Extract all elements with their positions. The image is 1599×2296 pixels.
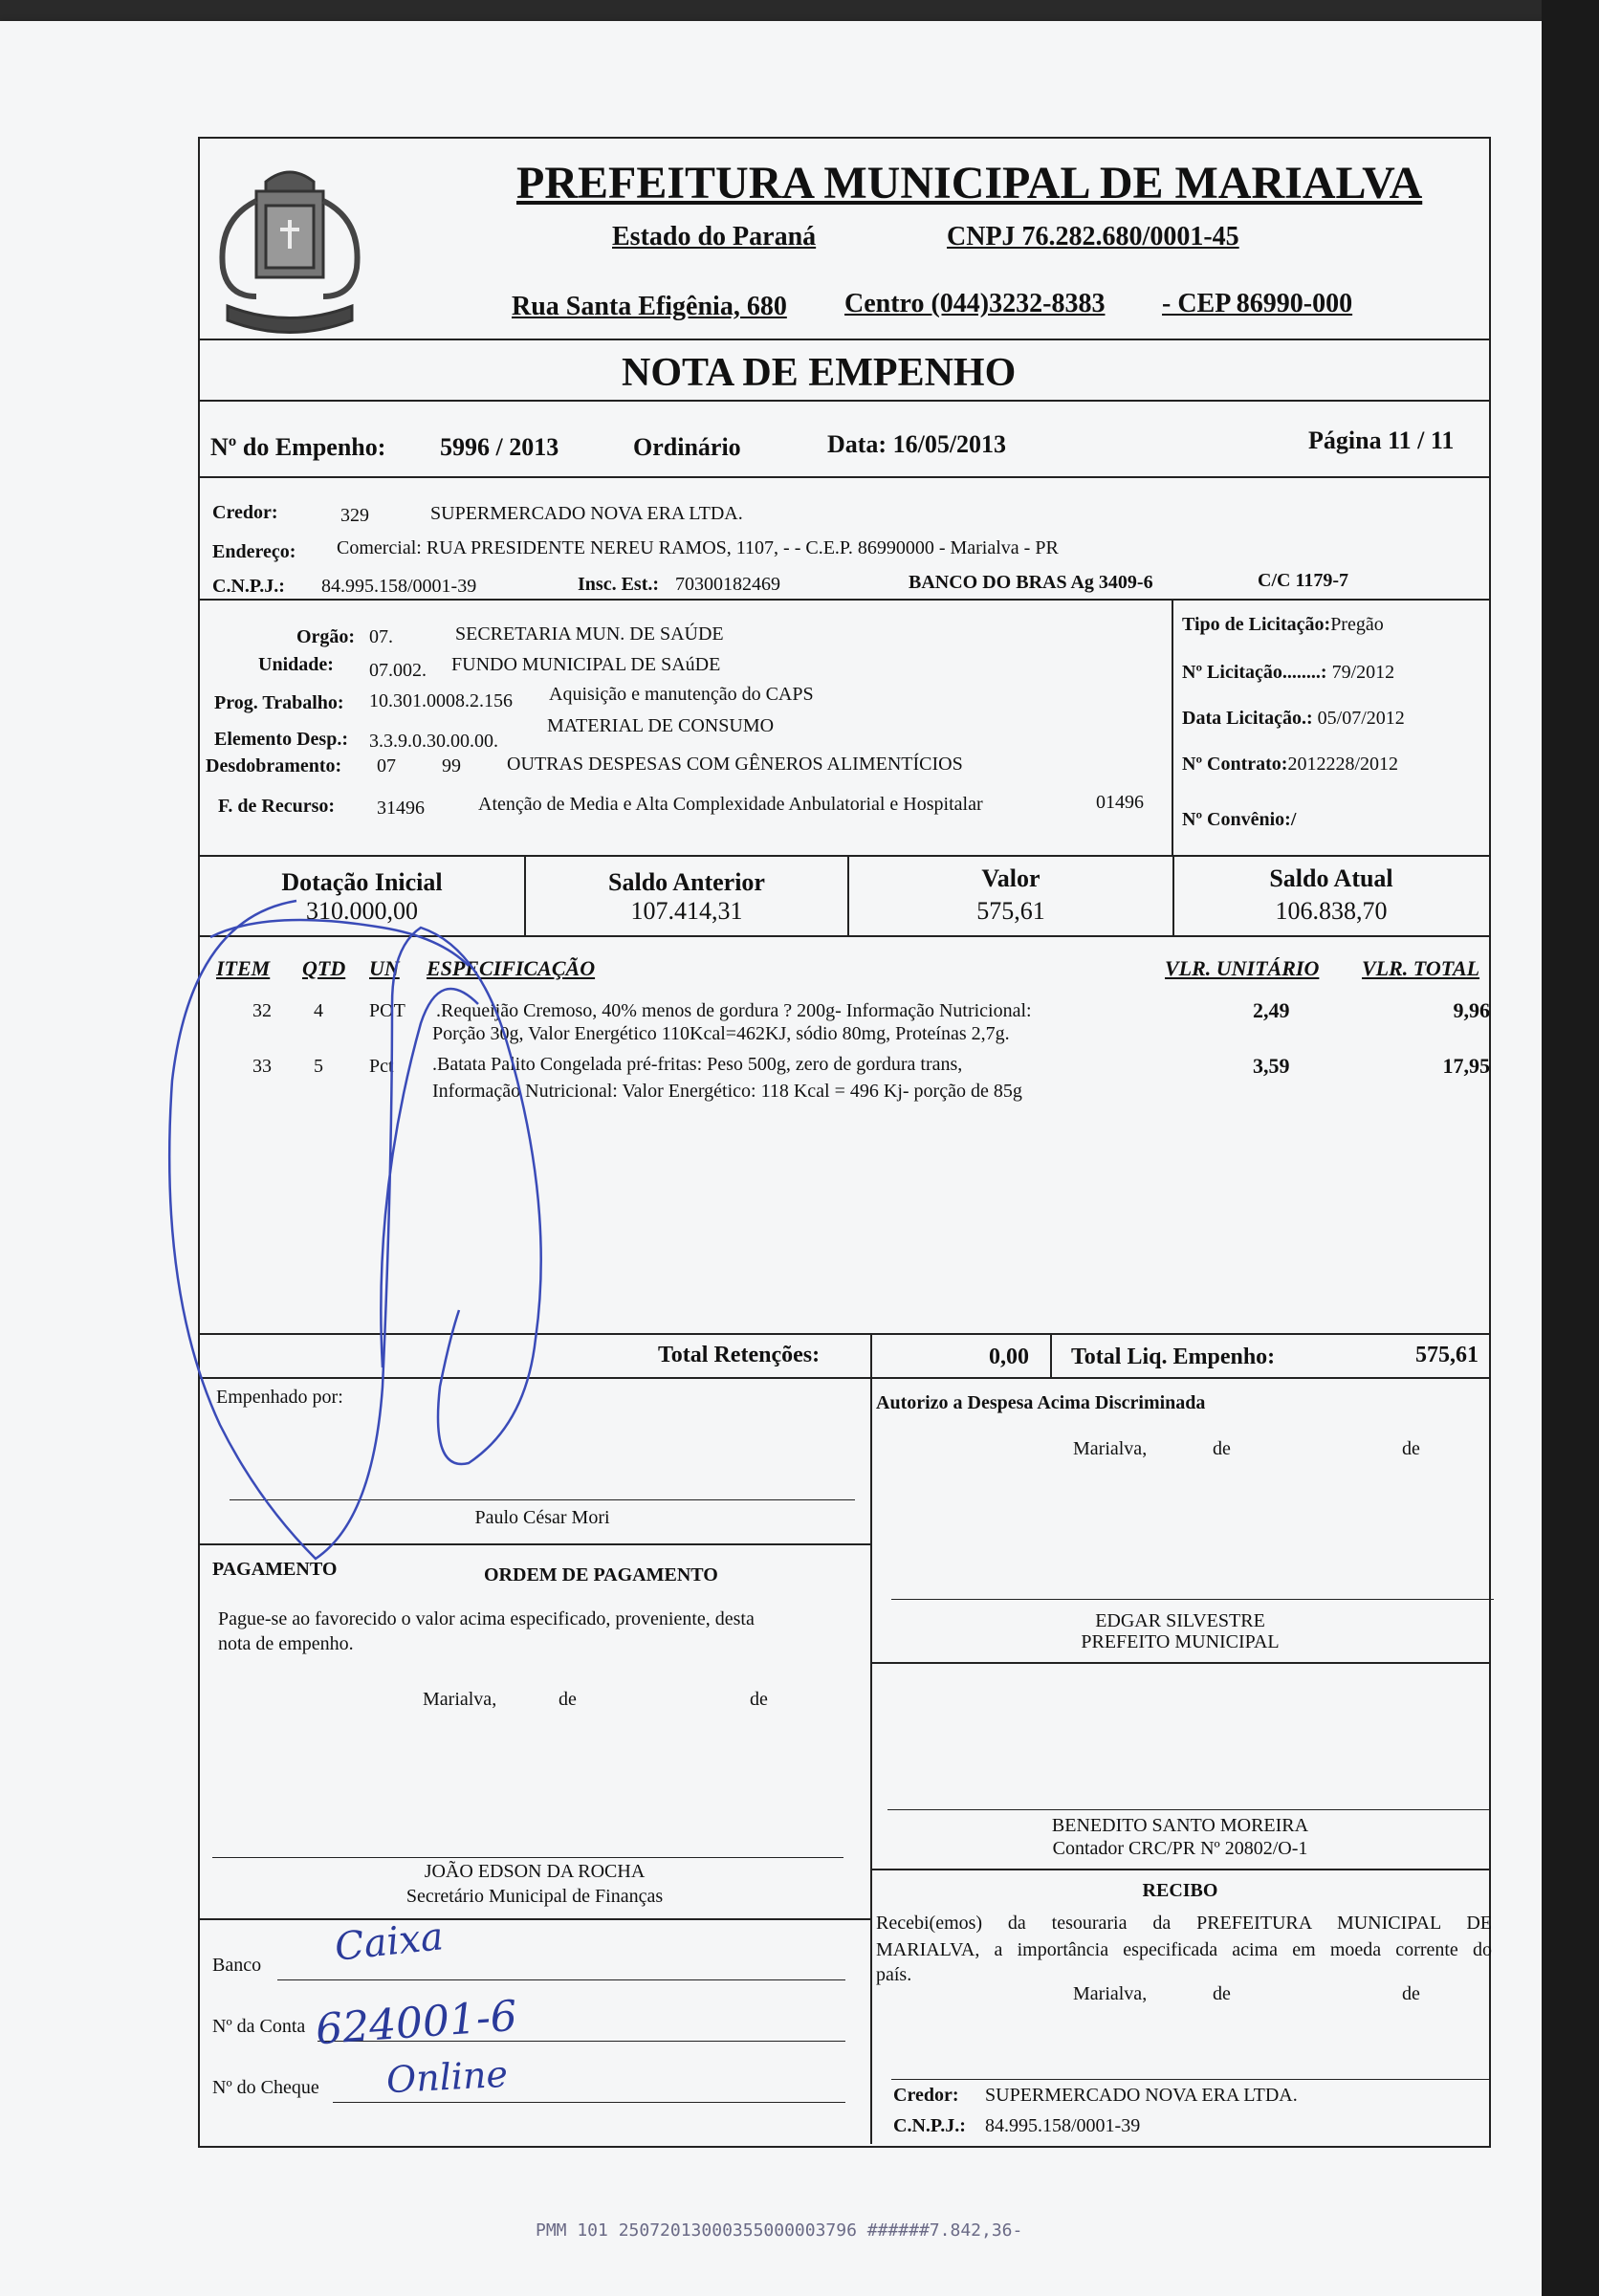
credor-addr: Comercial: RUA PRESIDENTE NEREU RAMOS, 1107, - - C.E.P. 86990000 - Marialva - PR xyxy=(337,537,1059,558)
empenho-date: Data: 16/05/2013 xyxy=(827,430,1007,458)
secretario-name: JOÃO EDSON DA ROCHA xyxy=(424,1861,646,1882)
convenio: Nº Convênio:/ xyxy=(1182,809,1297,830)
recibo-title: RECIBO xyxy=(1142,1880,1218,1901)
recibo-de: de xyxy=(1213,1983,1231,2004)
saldo-anterior-value: 107.414,31 xyxy=(630,897,743,925)
credor-code: 329 xyxy=(340,505,369,526)
recibo-credor-label: Credor: xyxy=(893,2085,959,2106)
contrato-label: Nº Contrato: xyxy=(1182,754,1288,775)
credor-cnpj-label: C.N.P.J.: xyxy=(212,576,285,597)
conta-handwritten: 624001-6 xyxy=(314,1991,519,2055)
table-row-total: 9,96 xyxy=(1453,998,1490,1022)
recurso-code2: 01496 xyxy=(1096,792,1144,813)
table-row-qtd: 4 xyxy=(314,1000,323,1021)
elem-name: MATERIAL DE CONSUMO xyxy=(547,715,775,736)
autorizo-de: de xyxy=(1213,1438,1231,1459)
secretario-role: Secretário Municipal de Finanças xyxy=(405,1886,664,1907)
table-row-item: 32 xyxy=(252,1000,272,1021)
header-address: Rua Santa Efigênia, 680 xyxy=(512,292,787,321)
unidade-label: Unidade: xyxy=(258,654,334,675)
bank-cc: C/C 1179-7 xyxy=(1258,570,1348,591)
empenhado-label: Empenhado por: xyxy=(216,1387,343,1408)
banco-handwritten: Caixa xyxy=(332,1914,446,1970)
table-row-unit: 2,49 xyxy=(1253,998,1290,1022)
unidade-code: 07.002. xyxy=(369,660,427,681)
licitacao-data: 05/07/2012 xyxy=(1317,708,1405,729)
table-row-unit: 3,59 xyxy=(1253,1054,1290,1078)
pagamento-place: Marialva, xyxy=(423,1689,497,1710)
bank-agency: BANCO DO BRAS Ag 3409-6 xyxy=(909,572,1153,593)
table-row-qtd: 5 xyxy=(314,1056,323,1077)
cheque-label: Nº do Cheque xyxy=(212,2077,319,2098)
dotacao-inicial-label: Dotação Inicial xyxy=(281,868,443,896)
table-row-desc1: .Requeijão Cremoso, 40% menos de gordura ? 200g- Informação Nutricional: xyxy=(436,1000,1032,1021)
total-liq-value: 575,61 xyxy=(1415,1343,1479,1367)
recurso-name: Atenção de Media e Alta Complexidade Anbulatorial e Hospitalar xyxy=(478,794,983,815)
conta-label: Nº da Conta xyxy=(212,2016,306,2037)
table-row-total: 17,95 xyxy=(1442,1054,1490,1078)
desd-sub: 99 xyxy=(442,755,461,776)
licitacao-num-label: Nº Licitação........: xyxy=(1182,662,1327,683)
recibo-credor-name: SUPERMERCADO NOVA ERA LTDA. xyxy=(985,2085,1298,2106)
saldo-anterior-label: Saldo Anterior xyxy=(608,868,765,896)
empenhado-name: Paulo César Mori xyxy=(474,1507,610,1528)
valor-value: 575,61 xyxy=(976,897,1045,925)
table-row-un: POT xyxy=(369,1000,405,1021)
pagamento-de2: de xyxy=(750,1689,768,1710)
recibo-line2: MARIALVA, a importância especificada acima em moeda corrente do xyxy=(876,1939,1492,1960)
autorizo-label: Autorizo a Despesa Acima Discriminada xyxy=(876,1392,1206,1413)
col-espec: ESPECIFICAÇÃO xyxy=(427,956,596,980)
table-row-item: 33 xyxy=(252,1056,272,1077)
recibo-cnpj-label: C.N.P.J.: xyxy=(893,2115,966,2136)
col-un: UN xyxy=(369,956,400,980)
desd-code: 07 xyxy=(377,755,396,776)
recibo-line1: Recebi(emos) da tesouraria da PREFEITURA MUNICIPAL DE xyxy=(876,1913,1492,1934)
contrato-value: 2012228/2012 xyxy=(1287,754,1399,775)
orgao-code: 07. xyxy=(369,626,393,647)
header-phone: Centro (044)3232-8383 xyxy=(844,289,1106,318)
empenho-num: 5996 / 2013 xyxy=(440,433,559,461)
unidade-name: FUNDO MUNICIPAL DE SAúDE xyxy=(451,654,721,675)
insc-label: Insc. Est.: xyxy=(578,574,660,595)
desd-label: Desdobramento: xyxy=(206,755,342,776)
desd-name: OUTRAS DESPESAS COM GÊNEROS ALIMENTÍCIOS xyxy=(507,754,963,775)
recibo-place: Marialva, xyxy=(1073,1983,1148,2004)
pen-scribble-icon xyxy=(153,889,650,1616)
pagamento-label: PAGAMENTO xyxy=(212,1559,338,1580)
banco-label: Banco xyxy=(212,1955,262,1976)
table-row-desc2: Porção 30g, Valor Energético 110Kcal=462KJ, sódio 80mg, Proteínas 2,7g. xyxy=(432,1023,1010,1044)
total-liq-label: Total Liq. Empenho: xyxy=(1071,1345,1276,1369)
recibo-cnpj: 84.995.158/0001-39 xyxy=(985,2115,1141,2136)
empenho-page: Página 11 / 11 xyxy=(1308,426,1455,454)
prefeito-name: EDGAR SILVESTRE xyxy=(1095,1610,1265,1631)
credor-cnpj: 84.995.158/0001-39 xyxy=(321,576,477,597)
empenho-type: Ordinário xyxy=(633,433,741,461)
table-row-un: Pct xyxy=(369,1056,394,1077)
dotacao-inicial-value: 310.000,00 xyxy=(306,897,418,925)
tipo-licitacao: Pregão xyxy=(1330,614,1384,635)
header-title: PREFEITURA MUNICIPAL DE MARIALVA xyxy=(516,158,1423,208)
total-retencoes-label: Total Retenções: xyxy=(658,1343,821,1367)
doc-title: NOTA DE EMPENHO xyxy=(622,351,1017,395)
credor-name: SUPERMERCADO NOVA ERA LTDA. xyxy=(430,503,743,524)
contador-name: BENEDITO SANTO MOREIRA xyxy=(1051,1815,1309,1836)
autorizo-place: Marialva, xyxy=(1073,1438,1148,1459)
elem-code: 3.3.9.0.30.00.00. xyxy=(369,731,498,752)
prefeito-role: PREFEITO MUNICIPAL xyxy=(1081,1631,1280,1652)
pagamento-de: de xyxy=(559,1689,577,1710)
elem-label: Elemento Desp.: xyxy=(214,729,348,750)
col-unit: VLR. UNITÁRIO xyxy=(1165,956,1320,980)
col-qtd: QTD xyxy=(302,956,346,980)
saldo-atual-label: Saldo Atual xyxy=(1269,864,1393,892)
prog-code: 10.301.0008.2.156 xyxy=(369,690,513,711)
valor-label: Valor xyxy=(981,864,1040,892)
table-row-desc2: Informação Nutricional: Valor Energético: 118 Kcal = 496 Kj- porção de 85g xyxy=(432,1081,1022,1102)
recurso-code: 31496 xyxy=(377,798,425,819)
table-row-desc1: .Batata Palito Congelada pré-fritas: Peso 500g, zero de gordura trans, xyxy=(432,1054,963,1075)
credor-addr-label: Endereço: xyxy=(212,541,296,562)
prog-name: Aquisição e manutenção do CAPS xyxy=(549,684,814,705)
header-cep: - CEP 86990-000 xyxy=(1162,289,1353,318)
cheque-handwritten: Online xyxy=(384,2052,509,2102)
total-retencoes-value: 0,00 xyxy=(989,1345,1029,1369)
autorizo-de2: de xyxy=(1402,1438,1420,1459)
col-total: VLR. TOTAL xyxy=(1362,956,1480,980)
header-state: Estado do Paraná xyxy=(612,222,817,251)
recibo-line3: país. xyxy=(876,1964,912,1985)
prog-label: Prog. Trabalho: xyxy=(214,692,344,713)
saldo-atual-value: 106.838,70 xyxy=(1275,897,1388,925)
recurso-label: F. de Recurso: xyxy=(218,796,336,817)
orgao-name: SECRETARIA MUN. DE SAÚDE xyxy=(455,623,724,645)
orgao-label: Orgão: xyxy=(296,626,356,647)
col-item: ITEM xyxy=(216,956,271,980)
ordem-pagamento: ORDEM DE PAGAMENTO xyxy=(484,1564,718,1585)
pague-line2: nota de empenho. xyxy=(218,1633,354,1654)
tipo-licitacao-label: Tipo de Licitação: xyxy=(1182,614,1331,635)
licitacao-data-label: Data Licitação.: xyxy=(1182,708,1313,729)
pague-line1: Pague-se ao favorecido o valor acima especificado, proveniente, desta xyxy=(218,1608,755,1629)
contador-role: Contador CRC/PR Nº 20802/O-1 xyxy=(1052,1838,1308,1859)
licitacao-num: 79/2012 xyxy=(1331,662,1395,683)
credor-label: Credor: xyxy=(212,502,278,523)
insc-value: 70300182469 xyxy=(675,574,780,595)
header-cnpj: CNPJ 76.282.680/0001-45 xyxy=(947,222,1239,251)
footer-code: PMM 101 25072013000355000003796 ######7.842,36- xyxy=(536,2220,1023,2241)
recibo-de2: de xyxy=(1402,1983,1420,2004)
empenho-num-label: Nº do Empenho: xyxy=(210,433,386,461)
